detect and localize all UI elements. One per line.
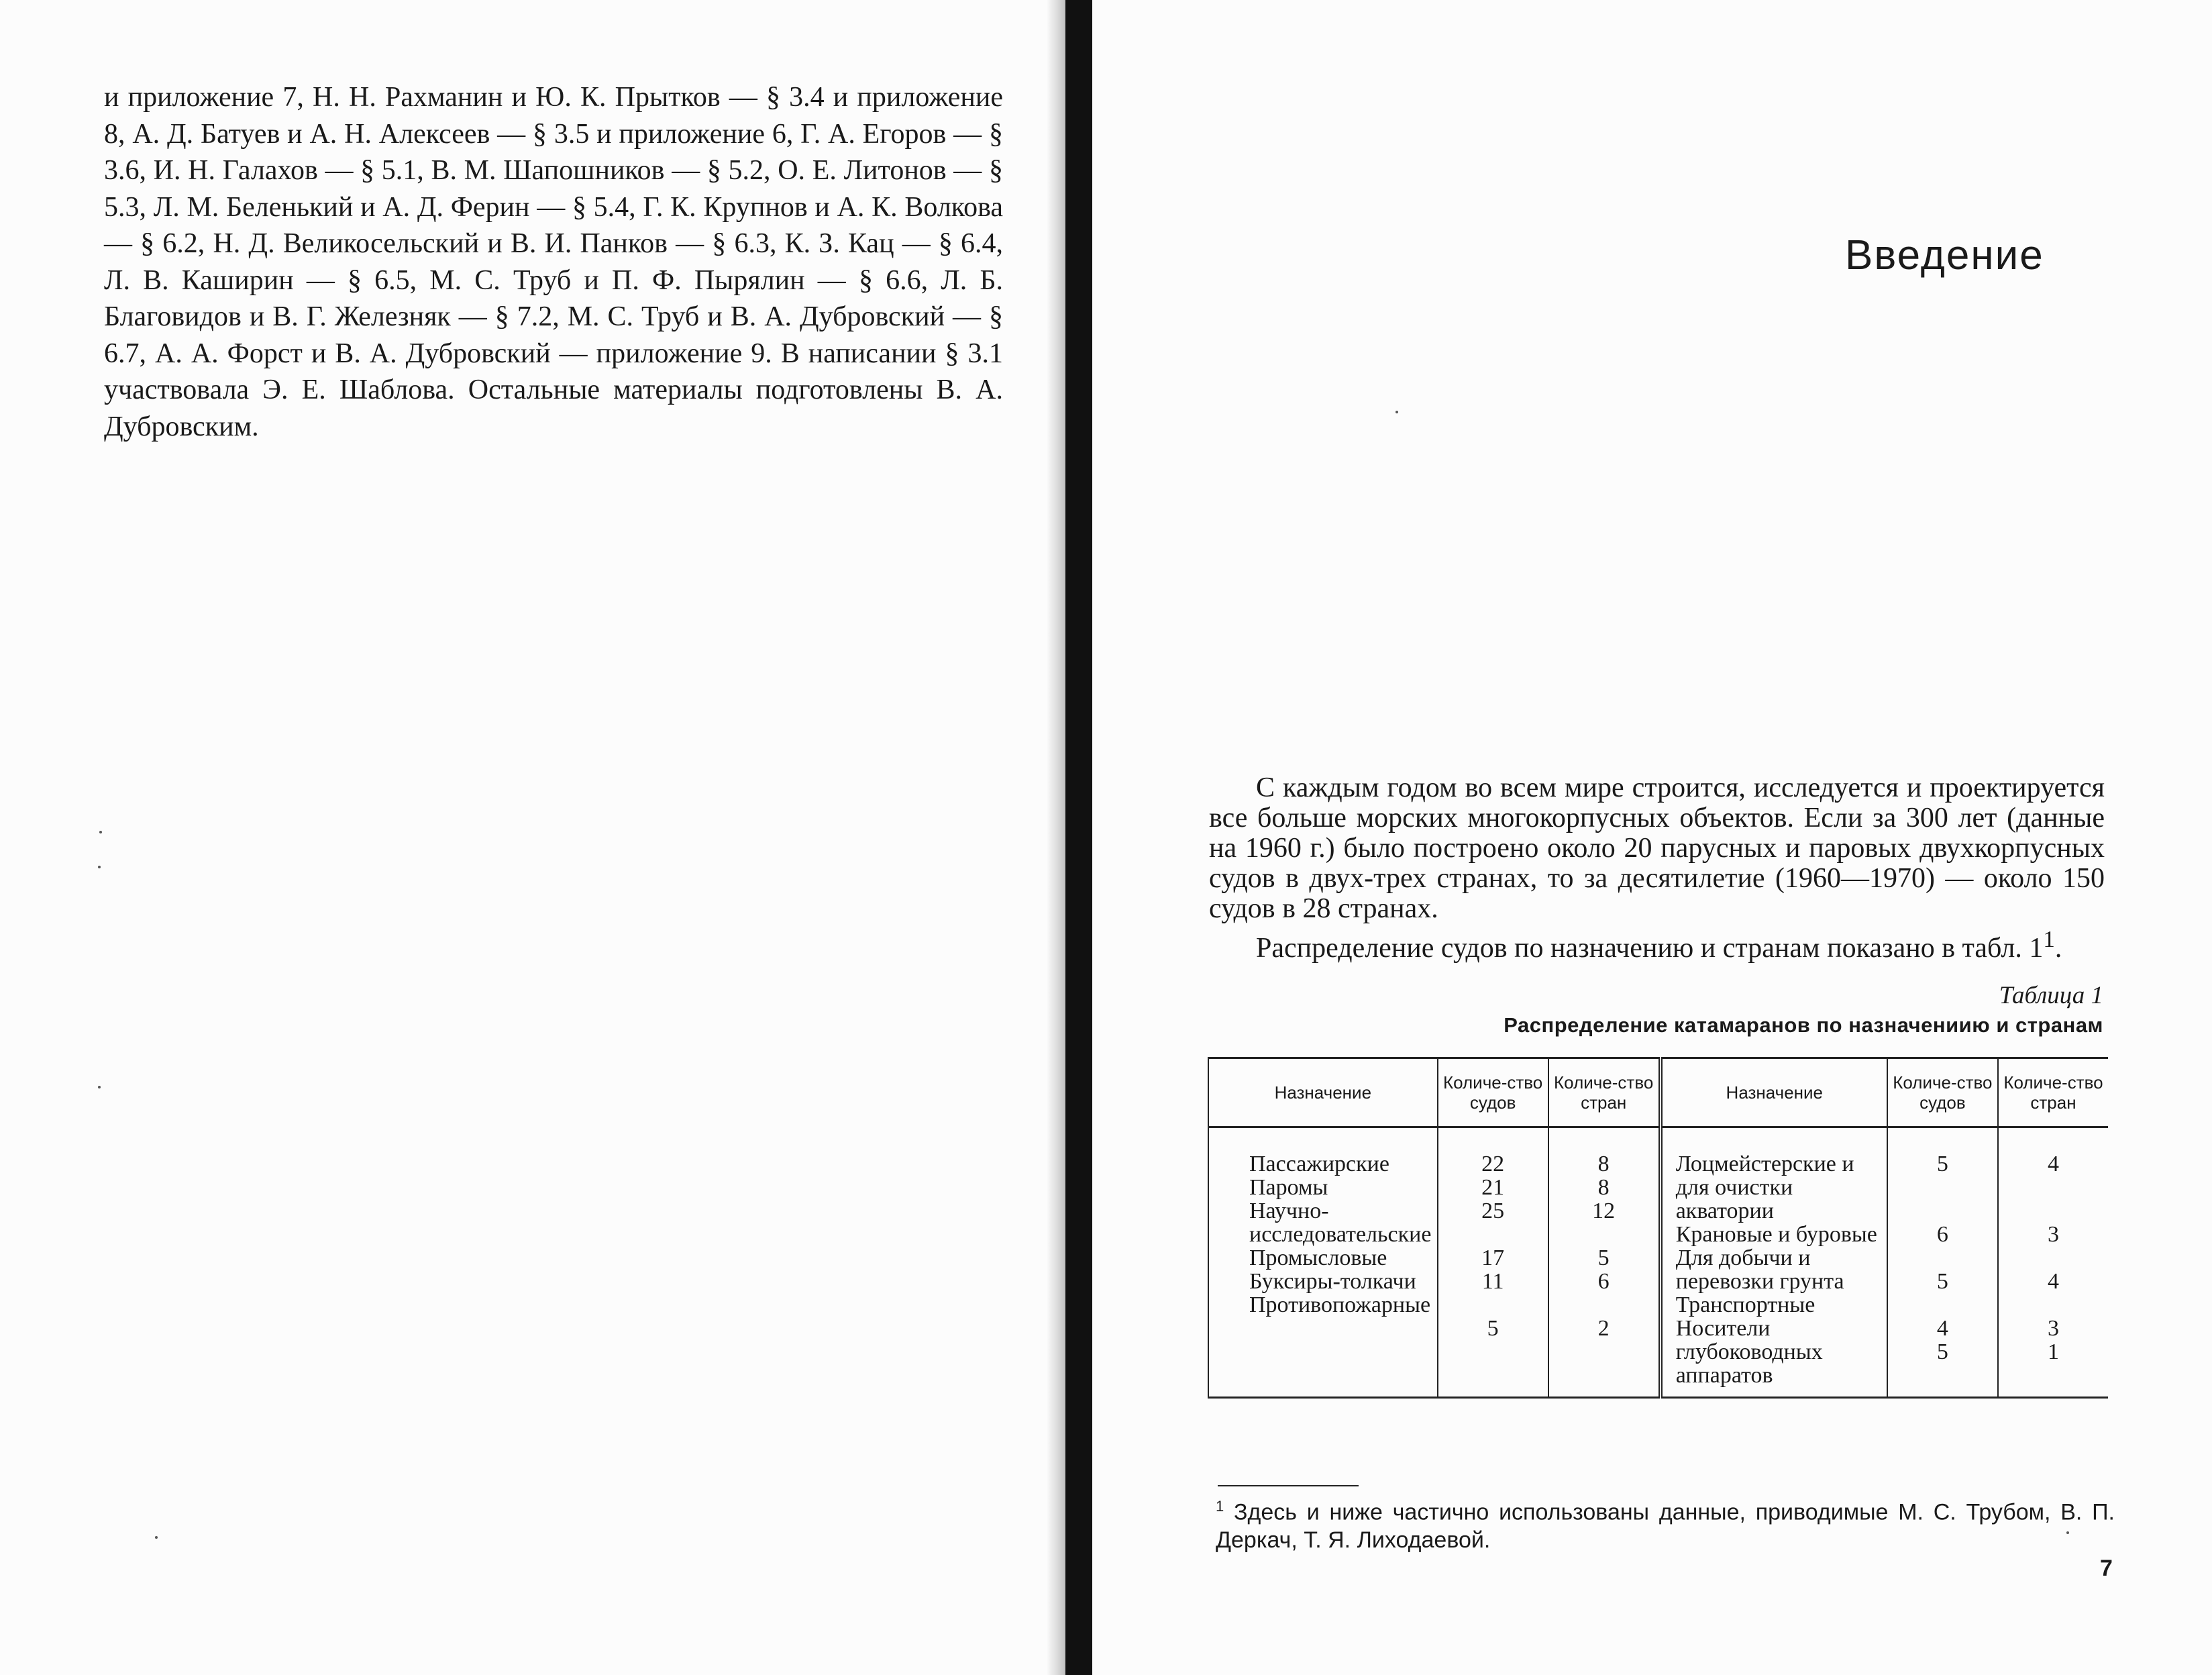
value: 5 [1487, 1316, 1499, 1341]
value: 6 [1597, 1269, 1610, 1294]
value: 21 [1481, 1175, 1505, 1200]
footnote-mark: 1 [1216, 1498, 1224, 1515]
value: 4 [2047, 1152, 2059, 1176]
intro-paragraph-2-text: Распределение судов по назначению и странам показано в табл. 1 [1256, 933, 2044, 964]
book-gutter-shadow [1047, 0, 1067, 1675]
right-vessels-cell [1887, 1127, 1998, 1398]
value: 5 [1936, 1339, 1948, 1364]
value: 25 [1481, 1199, 1505, 1223]
value: 8 [1597, 1175, 1610, 1200]
footnote-divider [1218, 1485, 1359, 1486]
header-vessels-left: Количе-ство судов [1438, 1058, 1548, 1127]
value: 5 [1936, 1152, 1948, 1176]
list-item: Крановые и буровые [1675, 1222, 1877, 1247]
value: 17 [1481, 1246, 1505, 1270]
book-gutter [1065, 0, 1092, 1675]
value: 5 [1936, 1269, 1948, 1294]
header-vessels-right: Количе-ство судов [1887, 1058, 1998, 1127]
left-countries-cell [1548, 1127, 1661, 1398]
list-item: Научно-исследовательские [1249, 1199, 1432, 1247]
authors-paragraph: и приложение 7, Н. Н. Рахманин и Ю. К. Прытков — § 3.4 и приложение 8, А. Д. Батуев и А. Н. Алексеев — § 3.5 и приложение 6, Г. А. Егоров — § 3.6, И. Н. Галахов — § 5.1, В. М. Шапошников — § 5.2, О. Е. Литонов — § 5.3, Л. М. Беленький и А. Д. Ферин — § 5.4, Г. К. Крупнов и А. К. Волкова — § 6.2, Н. Д. Великосельский и В. И. Панков — § 6.3, К. З. Кац — § 6.4, Л. В. Каширин — § 6.5, М. С. Труб и П. Ф. Пырялин — § 6.6, Л. Б. Благовидов и В. Г. Железняк — § 7.2, М. С. Труб и В. А. Дубровский — § 6.7, А. А. Форст и В. А. Дубровский — приложение 9. В написании § 3.1 участвовала Э. Е. Шаблова. Остальные материалы подготовлены В. А. Дубровским. [104, 82, 1003, 442]
intro-paragraph-2-end: . [2054, 933, 2062, 964]
scan-speck [98, 1086, 101, 1088]
value: 22 [1481, 1152, 1505, 1176]
value: 8 [1597, 1152, 1610, 1176]
header-purpose-left: Назначение [1208, 1058, 1438, 1127]
value: 11 [1481, 1269, 1504, 1294]
page-number: 7 [2100, 1556, 2113, 1581]
right-countries-cell [1998, 1127, 2108, 1398]
footnote-text: Здесь и ниже частично использованы данные, приводимые М. С. Трубом, В. П. Деркач, Т. Я. Лиходаевой. [1216, 1499, 2115, 1554]
list-item: Пассажирские [1249, 1152, 1389, 1176]
table-header-row [1208, 1058, 2108, 1127]
left-page [0, 0, 1067, 1675]
header-countries-left: Количе-ство стран [1548, 1058, 1661, 1127]
value: 12 [1592, 1199, 1616, 1223]
list-item: Транспортные [1675, 1292, 1815, 1317]
left-page-text [104, 79, 1003, 445]
scan-speck [155, 1536, 158, 1539]
intro-paragraph-1: С каждым годом во всем мире строится, исследуется и проектируется все больше морских многокорпусных объектов. Если за 300 лет (данные на 1960 г.) было построено около 20 парусных и паровых двухкорпусных судов в двух-трех странах, то за десятилетие (1960—1970) — около 150 судов в 28 странах. [1209, 772, 2105, 924]
list-item: Для добычи и перевозки грунта [1675, 1246, 1844, 1294]
table-row [1208, 1127, 2108, 1398]
scan-speck [2066, 1531, 2069, 1534]
intro-text [1209, 773, 2105, 964]
header-purpose-right: Назначение [1661, 1058, 1887, 1127]
intro-paragraph-2 [1209, 924, 2105, 964]
list-item: Паромы [1249, 1175, 1328, 1200]
footnote-reference: 1 [2043, 926, 2055, 952]
list-item: Носители глубоководных аппаратов [1675, 1316, 1823, 1388]
left-purpose-cell [1208, 1127, 1438, 1398]
scan-speck [1395, 411, 1398, 413]
value: 3 [2047, 1222, 2059, 1247]
catamaran-table [1208, 1057, 2108, 1399]
value: 3 [2047, 1316, 2059, 1341]
value: 4 [2047, 1269, 2059, 1294]
chapter-title: Введение [1845, 232, 2044, 278]
list-item: Лоцмейстерские и для очистки акватории [1675, 1152, 1854, 1223]
left-vessels-cell [1438, 1127, 1548, 1398]
right-purpose-cell [1661, 1127, 1887, 1398]
value: 5 [1597, 1246, 1610, 1270]
table-caption: Распределение катамаранов по назначениию и странам [1504, 1013, 2103, 1037]
table-label: Таблица 1 [1999, 982, 2103, 1009]
value: 6 [1936, 1222, 1948, 1247]
list-item: Промысловые [1249, 1246, 1387, 1270]
value: 4 [1936, 1316, 1948, 1341]
scan-speck [99, 831, 102, 833]
list-item: Противопожарные [1249, 1292, 1431, 1317]
header-countries-right: Количе-ство стран [1998, 1058, 2108, 1127]
value: 2 [1597, 1316, 1610, 1341]
scan-speck [98, 866, 101, 868]
list-item: Буксиры-толкачи [1249, 1269, 1416, 1294]
value: 1 [2047, 1339, 2059, 1364]
footnote [1216, 1492, 2115, 1554]
